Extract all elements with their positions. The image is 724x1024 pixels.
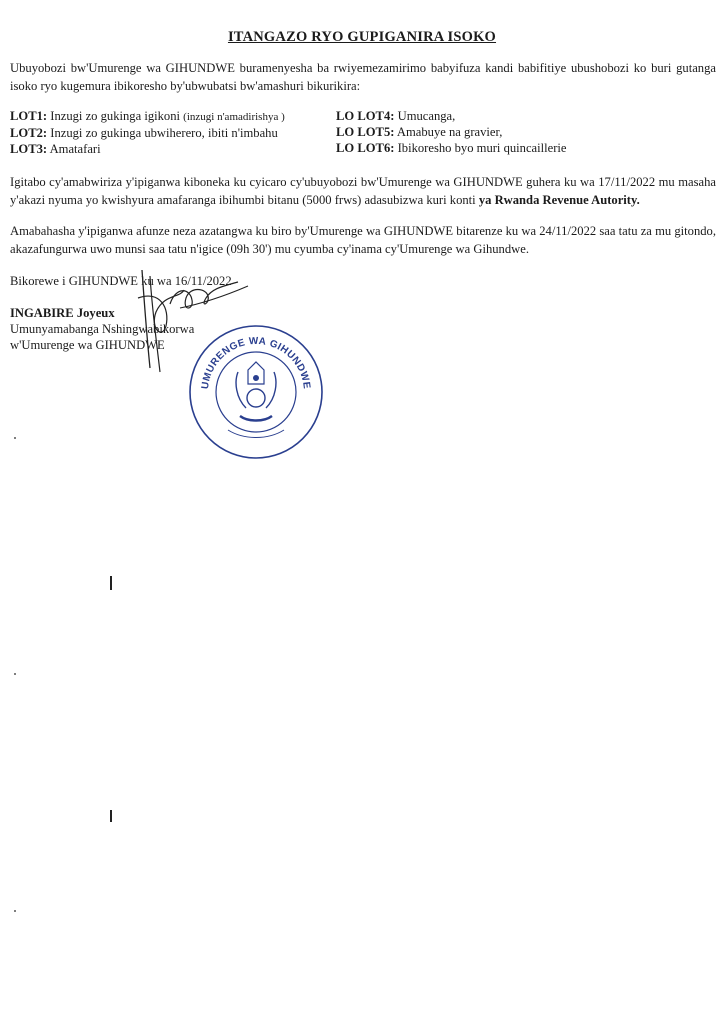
lots-left-column [10,108,335,157]
lot-label: LOT2: [10,126,48,140]
lot-item [10,108,335,125]
intro-paragraph: Ubuyobozi bw'Umurenge wa GIHUNDWE buramenyesha ba rwiyemezamirimo babyifuza kandi babifitiye ubushobozi ko buri gutanga isoko ryo kugemura ibikoresho by'ubwubatsi bw'amashuri bikurikira: [10,61,716,93]
official-stamp-seal [186,322,326,462]
account-name: ya Rwanda Revenue Autority. [478,193,640,207]
lot-text: Inzugi zo gukinga igikoni [50,109,181,123]
lot-text: Ibikoresho byo muri quincaillerie [397,141,567,155]
lot-label: LOT1: [10,109,48,123]
lot-text: Umucanga, [397,109,456,123]
lot-item [336,108,716,124]
lot-text: Amabuye na gravier, [396,125,503,139]
lot-text: Inzugi zo gukinga ubwiherero, ibiti n'imbahu [50,126,278,140]
scan-speck [14,910,16,912]
lots-right-column [336,108,716,156]
lot-item [10,125,335,141]
lot-item [336,124,716,140]
scan-speck [14,673,16,675]
lot-note: (inzugi n'amadirishya ) [183,111,285,123]
place-date: Bikorewe i GIHUNDWE ku wa 16/11/2022 [10,274,232,288]
lot-text: Amatafari [49,142,101,156]
signatory-name: INGABIRE Joyeux [10,306,115,320]
svg-text:UMURENGE WA GIHUNDWE: UMURENGE WA GIHUNDWE [199,335,312,390]
signatory-title: w'Umurenge wa GIHUNDWE [10,338,165,352]
document-paragraph [10,173,716,209]
document-title: ITANGAZO RYO GUPIGANIRA ISOKO [227,29,497,45]
signatory-title: Umunyamabanga Nshingwabikorwa [10,322,195,336]
scan-mark [110,576,112,590]
lot-item [10,141,335,157]
lot-label: LO LOT5: [336,125,395,139]
lot-label: LO LOT4: [336,109,395,123]
lot-label: LO LOT6: [336,141,395,155]
lot-label: LOT3: [10,142,48,156]
paragraph-text: Igitabo cy'amabwiriza y'ipiganwa kiboneka ku cyicaro cy'ubuyobozi bw'Umurenge wa GIHUNDWE guhera ku wa 17/11/2022 mu masaha y'akazi nyuma yo kwishyura amafaranga ibihumbi bitanu (5000 frws) adasubizwa kuri konti [10,175,716,207]
scan-mark [110,810,112,822]
lot-item [336,140,716,156]
scan-speck [14,437,16,439]
document-paragraph: Amabahasha y'ipiganwa afunze neza azatangwa ku biro by'Umurenge wa GIHUNDWE bitarenze ku wa 24/11/2022 saa tatu za mu gitondo, akazafungurwa uwo munsi saa tatu n'igice (09h 30') mu cyumba cy'inama cy'Umurenge wa Gihundwe. [10,224,716,256]
